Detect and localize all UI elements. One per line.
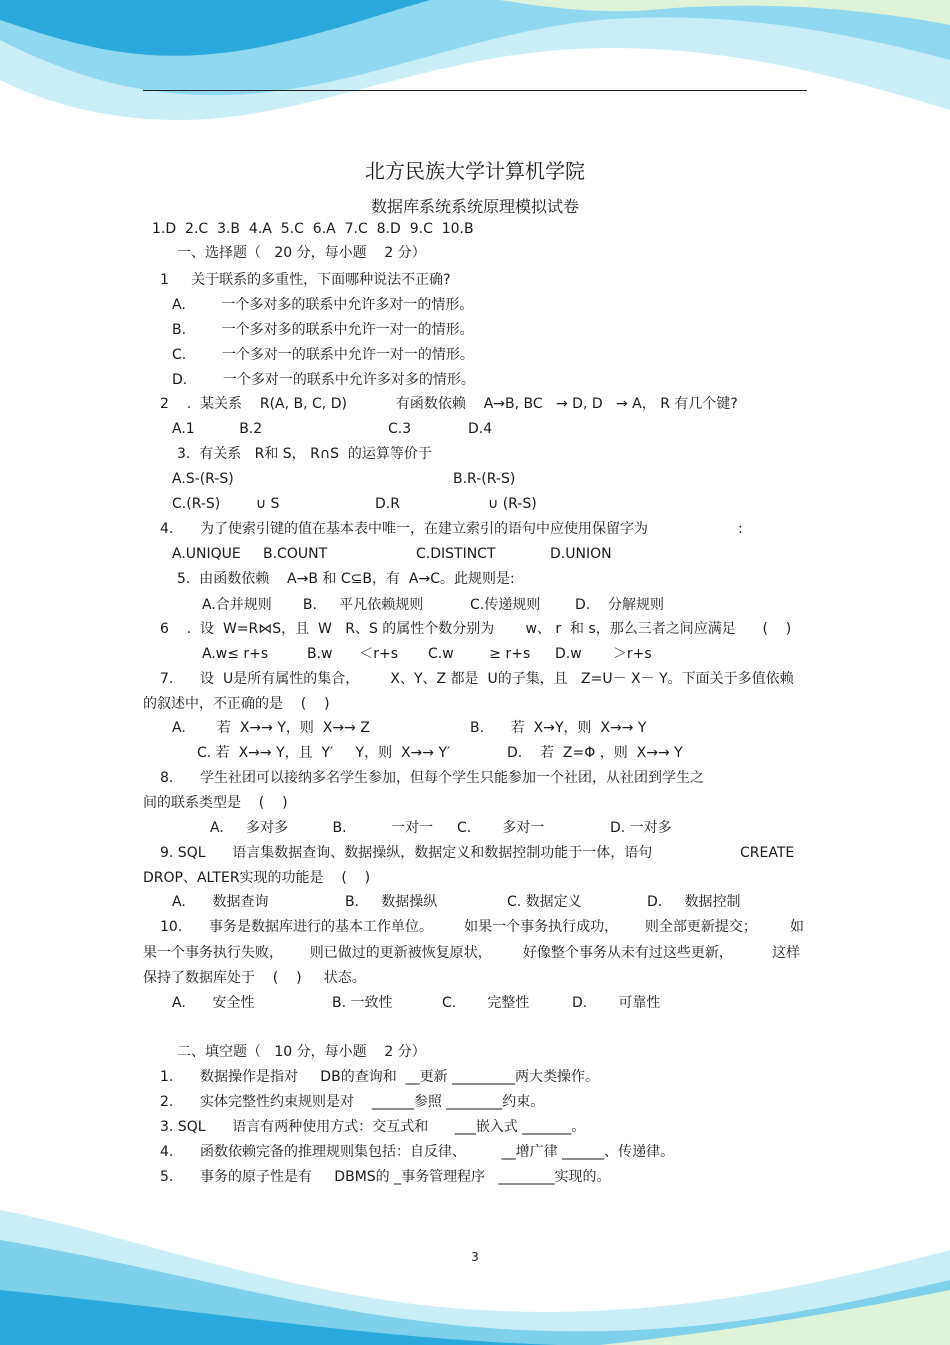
q7-option-b: B. 若 X→Y，则 X→→ Y <box>470 720 647 736</box>
q9-option-a: A. 数据查询 <box>172 894 269 910</box>
q4-stem: 4. 为了使索引键的值在基本表中唯一，在建立索引的语句中应使用保留字为 <box>160 521 649 537</box>
q1-option-a: A. 一个多对多的联系中允许多对一的情形。 <box>172 297 474 313</box>
q3-option-c: C.(R-S) ∪ S <box>172 496 280 512</box>
q1-stem: 1 关于联系的多重性，下面哪种说法不正确? <box>160 272 451 288</box>
page-subtitle: 数据库系统系统原理模拟试卷 <box>370 197 579 216</box>
page-number: 3 <box>471 1250 479 1264</box>
q6-stem: 6 . 设 W=R⋈S，且 W R、S 的属性个数分别为 w、 r 和 s，那么三者之间应满足 ( ) <box>160 621 792 637</box>
fill-item-1: 1. 数据操作是指对 DB的查询和 __更新 _________两大类操作。 <box>160 1069 600 1085</box>
q1-option-c: C. 一个多对一的联系中允许一对一的情形。 <box>172 347 474 363</box>
answer-key: 1.D 2.C 3.B 4.A 5.C 6.A 7.C 8.D 9.C 10.B <box>152 221 474 237</box>
q6-option-b: B.w ＜r+s <box>307 646 398 662</box>
q10-option-b: B. 一致性 <box>332 995 393 1011</box>
q3-option-a: A.S-(R-S) <box>172 471 234 487</box>
header-rule <box>143 90 807 91</box>
q10-option-c: C. 完整性 <box>442 995 530 1011</box>
q7-stem-cont: 的叙述中，不正确的是 ( ) <box>143 696 330 712</box>
q9-option-c: C. 数据定义 <box>507 894 582 910</box>
q2-option-c: C.3 <box>388 421 412 437</box>
section1-heading: 一、选择题（ 20 分，每小题 2 分） <box>177 245 426 261</box>
q7-option-d: D. 若 Z=Φ ，则 X→→ Y <box>507 745 683 761</box>
q3-option-b: B.R-(R-S) <box>453 471 516 487</box>
q10-line2-end: 这样 <box>772 945 800 961</box>
fill-item-3: 3. SQL 语言有两种使用方式：交互式和 ___嵌入式 _______。 <box>160 1119 586 1135</box>
fill-item-5: 5. 事务的原子性是有 DBMS的 _事务管理程序 ________实现的。 <box>160 1169 611 1185</box>
q3-option-d-rest: ∪ (R-S) <box>488 496 537 512</box>
q10-line2: 果一个事务执行失败， 则已做过的更新被恢复原状， 好像整个事务从未有过这些更新， <box>143 945 733 961</box>
section2-heading: 二、填空题（ 10 分，每小题 2 分） <box>177 1044 426 1060</box>
q9-stem: 9. SQL 语言集数据查询、数据操纵，数据定义和数据控制功能于一体，语句 <box>160 845 653 861</box>
q7-option-a: A. 若 X→→ Y，则 X→→ Z <box>172 720 370 736</box>
q4-options-ab: A.UNIQUE B.COUNT <box>172 546 328 562</box>
q5-option-c: C.传递规则 <box>470 597 541 613</box>
q4-option-c: C.DISTINCT <box>416 546 496 562</box>
q10-option-a: A. 安全性 <box>172 995 255 1011</box>
q9-option-b: B. 数据操纵 <box>345 894 438 910</box>
q8-options-ab: A. 多对多 B. 一对一 <box>210 820 434 836</box>
q7-option-c: C. 若 X→→ Y，且 Y′ Y，则 X→→ Y′ <box>197 745 451 761</box>
q5-options-ab: A.合并规则 B. 平凡依赖规则 <box>202 597 424 613</box>
q8-stem-cont: 间的联系类型是 ( ) <box>143 795 288 811</box>
q8-option-c: C. 多对一 <box>457 820 545 836</box>
q1-option-b: B. 一个多对多的联系中允许一对一的情形。 <box>172 322 474 338</box>
q10-option-d: D. 可靠性 <box>572 995 661 1011</box>
q3-option-d: D.R <box>375 496 400 512</box>
q10-line3: 保持了数据库处于 ( ) 状态。 <box>143 970 366 986</box>
q2-option-d: D.4 <box>468 421 493 437</box>
q8-option-d: D. 一对多 <box>610 820 672 836</box>
fill-item-4: 4. 函数依赖完备的推理规则集包括：自反律、 __增广律 ______、传递律。 <box>160 1144 675 1160</box>
q3-stem: 3. 有关系 R和 S， R∩S 的运算等价于 <box>177 446 432 462</box>
q9-create-keyword: CREATE <box>740 845 795 861</box>
q10-line1: 10. 事务是数据库进行的基本工作单位。 如果一个事务执行成功， 则全部更新提交； <box>160 919 757 935</box>
q5-option-d: D. 分解规则 <box>575 597 665 613</box>
q5-stem: 5. 由函数依赖 A→B 和 C⊆B，有 A→C。此规则是: <box>177 571 515 587</box>
q9-stem-cont: DROP、ALTER实现的功能是 ( ) <box>143 870 371 886</box>
q6-option-d: D.w ＞r+s <box>555 646 652 662</box>
q6-option-a: A.w≤ r+s <box>202 646 269 662</box>
q4-colon: : <box>738 521 743 537</box>
q2-options-ab: A.1 B.2 <box>172 421 263 437</box>
q6-option-c: C.w ≥ r+s <box>428 646 531 662</box>
fill-item-2: 2. 实体完整性约束规则是对 ______参照 ________约束。 <box>160 1094 545 1110</box>
q2-stem: 2 . 某关系 R(A, B, C, D) 有函数依赖 A→B, BC → D, D → A， R 有几个键? <box>160 396 738 412</box>
q8-stem: 8. 学生社团可以接纳多名学生参加，但每个学生只能参加一个社团，从社团到学生之 <box>160 770 705 786</box>
q9-option-d: D. 数据控制 <box>647 894 741 910</box>
page-title: 北方民族大学计算机学院 <box>365 159 585 183</box>
q10-line1-end: 如 <box>790 919 804 935</box>
q4-option-d: D.UNION <box>550 546 612 562</box>
q1-option-d: D. 一个多对一的联系中允许多对多的情形。 <box>172 372 475 388</box>
q7-stem: 7. 设 U是所有属性的集合， X、Y、Z 都是 U的子集，且 Z=U－ X－ Y。下面关于多值依赖 <box>160 671 794 687</box>
